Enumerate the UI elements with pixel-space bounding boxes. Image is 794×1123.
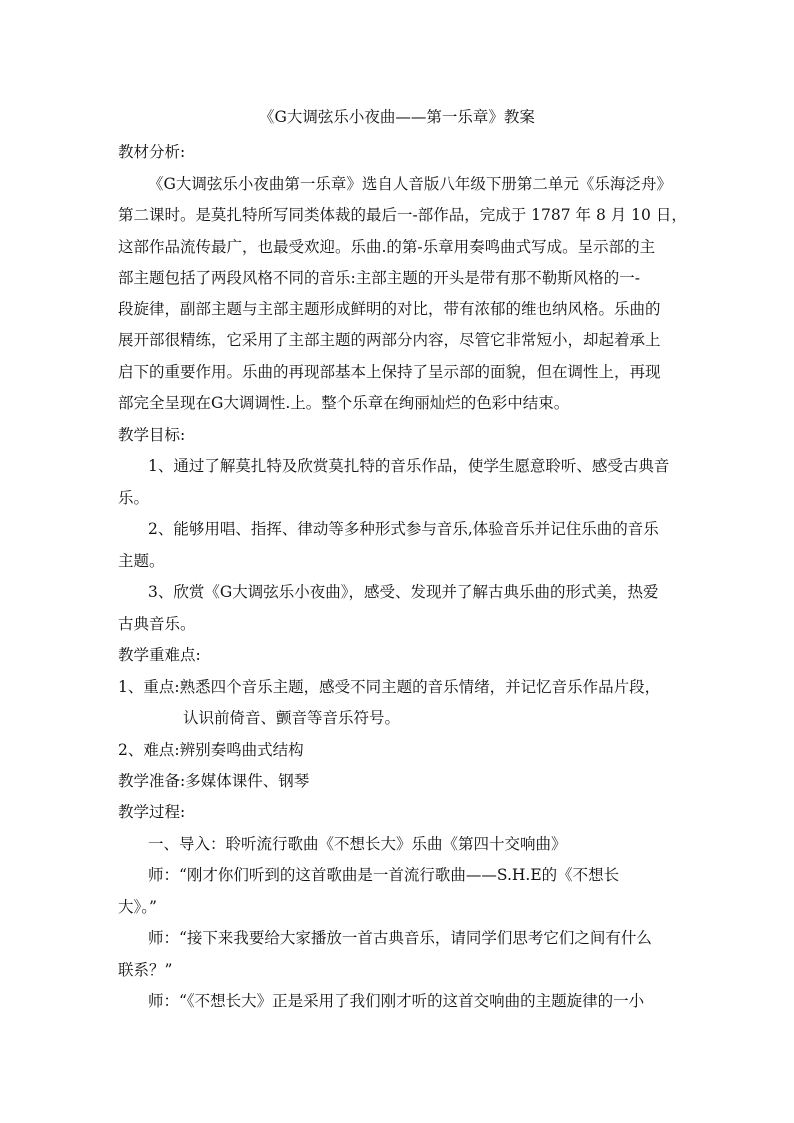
paragraph-line: 启下的重要作用。乐曲的再现部基本上保持了呈示部的面貌，但在调性上，再现: [118, 363, 661, 381]
paragraph-line: 展开部很精练，它采用了主部主题的两部分内容，尽管它非常短小，却起着承上: [118, 331, 661, 349]
process-line: 师：“接下来我要给大家播放一首古典音乐，请同学们思考它们之间有什么: [148, 929, 652, 947]
goal-line: 3、欣赏《G大调弦乐小夜曲》，感受、发现并了解古典乐曲的形式美，热爱: [148, 583, 659, 601]
process-line: 师：“刚才你们听到的这首歌曲是一首流行歌曲——S.H.E的《不想长: [148, 866, 620, 884]
goal-line: 1、通过了解莫扎特及欣赏莫扎特的音乐作品，使学生愿意聆听、感受古典音: [148, 457, 670, 475]
section-heading-process: 教学过程:: [118, 803, 186, 821]
paragraph-line: 这部作品流传最广，也最受欢迎。乐曲.的第-乐章用奏鸣曲式写成。呈示部的主: [118, 238, 656, 256]
process-line: 联系？”: [118, 961, 173, 979]
process-line: 师：“《不想长大》正是采用了我们刚才听的这首交响曲的主题旋律的一小: [148, 992, 645, 1010]
key-point-line: 认识前倚音、颤音等音乐符号。: [183, 709, 401, 727]
key-point-line: 2、难点:辨别奏鸣曲式结构: [118, 741, 304, 759]
paragraph-line: 第二课时。是莫扎特所写同类体裁的最后一-部作品，完成于 1787 年 8 月 10 日，: [118, 206, 687, 224]
preparation-line: 教学准备:多媒体课件、钢琴: [118, 772, 310, 790]
section-heading-key-points: 教学重难点:: [118, 646, 201, 664]
goal-line: 2、能够用唱、指挥、律动等多种形式参与音乐,体验音乐并记住乐曲的音乐: [148, 520, 659, 538]
paragraph-line: 《G大调弦乐小夜曲第一乐章》选自人音版八年级下册第二单元《乐海泛舟》: [148, 175, 672, 193]
document-title: 《G大调弦乐小夜曲——第一乐章》教案: [259, 108, 535, 126]
section-heading-goals: 教学目标:: [118, 426, 186, 444]
goal-line: 古典音乐。: [118, 615, 196, 633]
process-line: 大》。”: [118, 898, 157, 916]
key-point-line: 1、重点:熟悉四个音乐主题，感受不同主题的音乐情绪，并记忆音乐作品片段，: [118, 678, 661, 696]
goal-line: 乐。: [118, 489, 150, 507]
process-line: 一、导入：聆听流行歌曲《不想长大》乐曲《第四十交响曲》: [148, 835, 567, 853]
goal-line: 主题。: [118, 552, 165, 570]
paragraph-line: 部主题包括了两段风格不同的音乐:主部主题的开头是带有那不勒斯风格的一-: [118, 269, 640, 287]
section-heading-material: 教材分析:: [118, 143, 186, 161]
paragraph-line: 段旋律，副部主题与主部主题形成鲜明的对比，带有浓郁的维也纳风格。乐曲的: [118, 300, 661, 318]
paragraph-line: 部完全呈现在G大调调性.上。整个乐章在绚丽灿烂的色彩中结束。: [118, 394, 570, 412]
